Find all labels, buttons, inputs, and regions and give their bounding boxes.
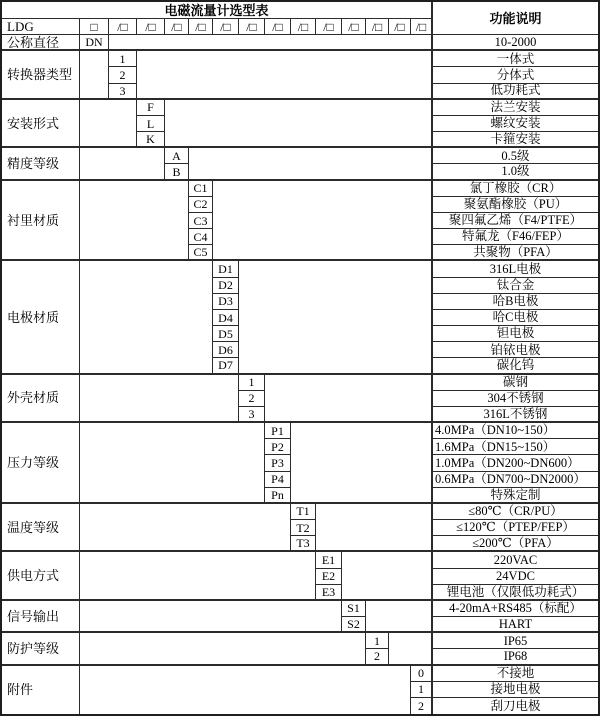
model-slot-box-8: /□ [291,19,316,35]
function-cell-converter-type: 分体式 [433,67,598,83]
model-slot-box-13: /□ [411,19,433,35]
model-slot-box-1: /□ [109,19,137,35]
code-cell-converter-type-2: 2 [109,67,137,83]
spacer-left-accessories [80,666,411,714]
spacer-right-installation-type [165,100,433,148]
function-cell-electrode-material: 碳化钨 [433,358,598,374]
spacer-left-accuracy-class [80,148,165,180]
category-label-accuracy-class: 精度等级 [2,148,80,180]
code-cell-nominal-diameter-DN: DN [80,35,109,51]
category-label-signal-output: 信号输出 [2,601,80,633]
code-cell-liner-material-C3: C3 [189,213,213,229]
spacer-right-electrode-material [239,261,433,374]
function-cell-converter-type: 低功耗式 [433,84,598,100]
category-label-power-supply: 供电方式 [2,552,80,601]
function-cell-accuracy-class: 0.5级 [433,148,598,164]
function-cell-signal-output: HART [433,617,598,633]
spacer-right-power-supply [342,552,433,601]
function-cell-accessories: 不接地 [433,666,598,682]
model-slot-box-2: /□ [137,19,165,35]
function-cell-liner-material: 特氟龙（F46/FEP） [433,229,598,245]
model-slot-box-6: /□ [239,19,265,35]
spacer-left-converter-type [80,51,109,100]
code-cell-accessories-1: 1 [411,682,433,698]
code-cell-power-supply-E1: E1 [316,552,342,568]
code-cell-electrode-material-D4: D4 [213,310,239,326]
code-cell-accessories-0: 0 [411,666,433,682]
code-cell-signal-output-S2: S2 [342,617,366,633]
spacer-right-accuracy-class [189,148,433,180]
code-cell-installation-type-F: F [137,100,165,116]
table-title: 电磁流量计选型表 [2,2,433,19]
function-cell-electrode-material: 316L电极 [433,261,598,277]
code-cell-housing-material-1: 1 [239,375,265,391]
function-cell-pressure-rating: 4.0MPa（DN10~150） [433,423,598,439]
spacer-left-temperature-rating [80,504,291,552]
code-cell-protection-rating-1: 1 [366,633,389,649]
function-cell-installation-type: 螺纹安装 [433,116,598,132]
function-cell-housing-material: 碳钢 [433,375,598,391]
function-cell-liner-material: 氯丁橡胶（CR） [433,181,598,197]
category-label-protection-rating: 防护等级 [2,633,80,665]
category-label-liner-material: 衬里材质 [2,181,80,262]
code-cell-electrode-material-D1: D1 [213,261,239,277]
code-cell-accuracy-class-B: B [165,164,189,180]
category-label-housing-material: 外壳材质 [2,375,80,423]
code-cell-liner-material-C2: C2 [189,197,213,213]
function-cell-pressure-rating: 1.0MPa（DN200~DN600） [433,455,598,471]
code-cell-installation-type-K: K [137,132,165,148]
code-cell-electrode-material-D6: D6 [213,342,239,358]
spacer-left-pressure-rating [80,423,265,504]
model-slot-box-12: /□ [389,19,411,35]
function-cell-protection-rating: IP65 [433,633,598,649]
category-label-accessories: 附件 [2,666,80,714]
spacer-left-signal-output [80,601,342,633]
spacer-left-power-supply [80,552,316,601]
function-cell-temperature-rating: ≤200℃（PFA） [433,536,598,552]
function-cell-housing-material: 316L不锈钢 [433,407,598,423]
function-cell-protection-rating: IP68 [433,649,598,665]
code-cell-pressure-rating-P4: P4 [265,472,291,488]
function-cell-liner-material: 共聚物（PFA） [433,245,598,261]
function-cell-electrode-material: 钽电极 [433,326,598,342]
model-slot-box-4: /□ [189,19,213,35]
function-cell-liner-material: 聚四氟乙烯（F4/PTFE） [433,213,598,229]
code-cell-temperature-rating-T1: T1 [291,504,316,520]
spacer-left-housing-material [80,375,239,423]
code-cell-installation-type-L: L [137,116,165,132]
model-slot-box-9: /□ [316,19,342,35]
spacer-left-liner-material [80,181,189,262]
function-cell-liner-material: 聚氨酯橡胶（PU） [433,197,598,213]
code-cell-pressure-rating-Pn: Pn [265,488,291,504]
function-cell-electrode-material: 铂铱电极 [433,342,598,358]
model-slot-box-5: /□ [213,19,239,35]
code-cell-accuracy-class-A: A [165,148,189,164]
model-slot-box-11: /□ [366,19,389,35]
category-label-installation-type: 安装形式 [2,100,80,148]
code-cell-converter-type-1: 1 [109,51,137,67]
function-cell-temperature-rating: ≤80℃（CR/PU） [433,504,598,520]
code-cell-protection-rating-2: 2 [366,649,389,665]
spacer-right-temperature-rating [316,504,433,552]
function-cell-power-supply: 24VDC [433,569,598,585]
code-cell-pressure-rating-P3: P3 [265,455,291,471]
function-cell-converter-type: 一体式 [433,51,598,67]
function-cell-signal-output: 4-20mA+RS485（标配） [433,601,598,617]
code-cell-electrode-material-D3: D3 [213,294,239,310]
model-slot-box-7: /□ [265,19,291,35]
code-cell-liner-material-C5: C5 [189,245,213,261]
spacer-left-installation-type [80,100,137,148]
code-cell-temperature-rating-T2: T2 [291,520,316,536]
function-cell-temperature-rating: ≤120℃（PTEP/FEP） [433,520,598,536]
code-cell-liner-material-C1: C1 [189,181,213,197]
code-cell-temperature-rating-T3: T3 [291,536,316,552]
code-cell-signal-output-S1: S1 [342,601,366,617]
code-cell-housing-material-2: 2 [239,391,265,407]
code-cell-pressure-rating-P2: P2 [265,439,291,455]
spacer-left-protection-rating [80,633,366,665]
code-cell-pressure-rating-P1: P1 [265,423,291,439]
spacer-right-protection-rating [389,633,433,665]
function-cell-housing-material: 304不锈钢 [433,391,598,407]
function-cell-power-supply: 220VAC [433,552,598,568]
function-cell-pressure-rating: 1.6MPa（DN15~150） [433,439,598,455]
model-prefix-label: LDG [2,19,80,35]
code-cell-electrode-material-D7: D7 [213,358,239,374]
category-label-nominal-diameter: 公称直径 [2,35,80,51]
function-cell-pressure-rating: 0.6MPa（DN700~DN2000） [433,472,598,488]
code-cell-electrode-material-D5: D5 [213,326,239,342]
category-label-pressure-rating: 压力等级 [2,423,80,504]
spacer-right-housing-material [265,375,433,423]
code-cell-electrode-material-D2: D2 [213,278,239,294]
function-cell-pressure-rating: 特殊定制 [433,488,598,504]
category-label-converter-type: 转换器类型 [2,51,80,100]
function-cell-accessories: 接地电极 [433,682,598,698]
code-cell-converter-type-3: 3 [109,84,137,100]
function-cell-installation-type: 法兰安装 [433,100,598,116]
spacer-right-signal-output [366,601,433,633]
code-cell-liner-material-C4: C4 [189,229,213,245]
code-cell-power-supply-E3: E3 [316,585,342,601]
spacer-right-nominal-diameter [109,35,433,51]
category-label-electrode-material: 电极材质 [2,261,80,374]
function-cell-electrode-material: 钛合金 [433,278,598,294]
model-slot-box-0: □ [80,19,109,35]
function-cell-electrode-material: 哈C电极 [433,310,598,326]
code-cell-power-supply-E2: E2 [316,569,342,585]
function-column-header: 功能说明 [433,2,598,35]
function-cell-nominal-diameter: 10-2000 [433,35,598,51]
spacer-right-liner-material [213,181,433,262]
category-label-temperature-rating: 温度等级 [2,504,80,552]
function-cell-accuracy-class: 1.0级 [433,164,598,180]
code-cell-accessories-2: 2 [411,698,433,714]
function-cell-installation-type: 卡箍安装 [433,132,598,148]
spacer-right-pressure-rating [291,423,433,504]
function-cell-electrode-material: 哈B电极 [433,294,598,310]
model-slot-box-3: /□ [165,19,189,35]
model-slot-box-10: /□ [342,19,366,35]
code-cell-housing-material-3: 3 [239,407,265,423]
spacer-left-electrode-material [80,261,213,374]
function-cell-accessories: 刮刀电极 [490,698,541,713]
spacer-right-converter-type [137,51,433,100]
function-cell-power-supply: 锂电池（仅限低功耗式） [433,585,598,601]
